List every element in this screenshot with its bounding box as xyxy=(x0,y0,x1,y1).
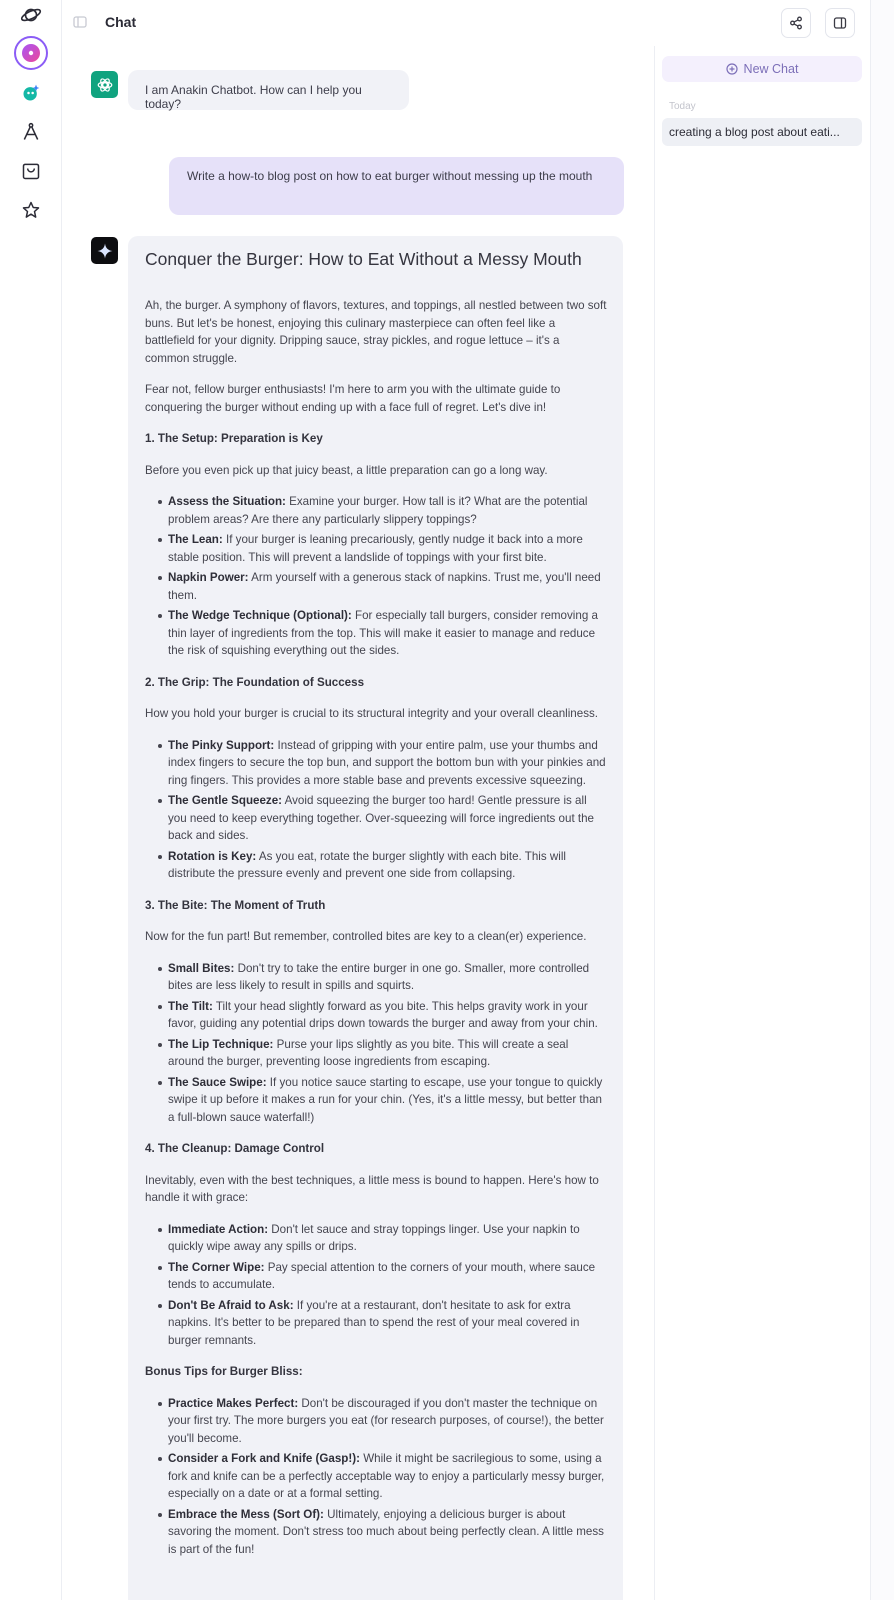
list-item: Don't Be Afraid to Ask: If you're at a restaurant, don't hesitate to ask for extra napkins. It's better to be prepared than to spend the rest of your meal covered in burger remnants. xyxy=(145,1297,607,1350)
sidebar-toggle-icon[interactable] xyxy=(73,15,87,29)
article-paragraph: Now for the fun part! But remember, controlled bites are key to a clean(er) experience. xyxy=(145,930,587,943)
section-heading: 3. The Bite: The Moment of Truth xyxy=(145,898,326,912)
section-heading: 1. The Setup: Preparation is Key xyxy=(145,432,323,445)
scrollbar[interactable] xyxy=(870,0,894,1600)
list-item: The Corner Wipe: Pay special attention to the corners of your mouth, where sauce tends to accumulate. xyxy=(145,1259,607,1294)
list-item: Assess the Situation: Examine your burger. How tall is it? What are the potential problem areas? Are there any particularly slippery toppings? xyxy=(145,493,607,528)
article-paragraph: Fear not, fellow burger enthusiasts! I'm here to arm you with the ultimate guide to conquering the burger without ending up with a face full of regret. Let's dive in! xyxy=(145,383,561,414)
new-chat-button[interactable] xyxy=(662,56,862,82)
page-title: Chat xyxy=(105,14,137,30)
history-section-label: Today xyxy=(669,101,696,112)
list-item: Practice Makes Perfect: Don't be discouraged if you don't master the technique on your first try. The more burgers you eat (for research purposes, of course!), the better you'll become. xyxy=(145,1395,607,1448)
list-item: The Pinky Support: Instead of gripping with your entire palm, use your thumbs and index fingers to secure the top bun, and support the bottom bun with your pinkies and ring fingers. This provides a more stable base and prevents excessive squeezing. xyxy=(145,737,607,790)
section-heading: 4. The Cleanup: Damage Control xyxy=(145,1142,325,1155)
list-item: Rotation is Key: As you eat, rotate the burger slightly with each bite. This will distribute the pressure evenly and prevent one side from collapsing. xyxy=(145,848,607,883)
planet-icon[interactable] xyxy=(11,0,51,33)
list-item: Napkin Power: Arm yourself with a generous stack of napkins. Trust me, you'll need them. xyxy=(145,569,607,604)
new-chat-label: New Chat xyxy=(743,62,799,76)
tip-list xyxy=(145,1395,607,1559)
top-bar xyxy=(62,0,870,46)
tip-list xyxy=(145,737,607,883)
list-item: The Tilt: Tilt your head slightly forward as you bite. This helps gravity work in your favor, guiding any potential drips down towards the burger and away from your chin. xyxy=(145,998,607,1033)
ai-avatar-icon xyxy=(91,237,118,264)
article-paragraph: How you hold your burger is crucial to its structural integrity and your overall cleanliness. xyxy=(145,707,599,720)
article-paragraph: Ah, the burger. A symphony of flavors, textures, and toppings, all nestled between two soft buns. But let's be honest, enjoying this culinary masterpiece can often feel like a battlefield for your dignity. Dripping sauce, stray pickles, and rogue lettuce – it's a common struggle. xyxy=(145,299,607,365)
plus-circle-icon xyxy=(726,63,738,75)
article-title: Conquer the Burger: How to Eat Without a Messy Mouth xyxy=(145,249,582,269)
tip-list xyxy=(145,960,607,1127)
response-article xyxy=(145,248,607,1572)
list-item: The Lean: If your burger is leaning precariously, gently nudge it back into a more stable position. This will prevent a landslide of toppings with your first bite. xyxy=(145,531,607,566)
share-button[interactable] xyxy=(781,8,811,38)
chat-icon[interactable] xyxy=(11,35,51,71)
store-icon[interactable] xyxy=(11,153,51,189)
favorites-icon[interactable] xyxy=(11,192,51,228)
section-heading: 2. The Grip: The Foundation of Success xyxy=(145,675,365,689)
panel-icon xyxy=(833,16,847,30)
list-item: Small Bites: Don't try to take the entire burger in one go. Smaller, more controlled bites are less likely to result in spills and squirts. xyxy=(145,960,607,995)
ai-agents-icon[interactable] xyxy=(11,75,51,111)
list-item: Consider a Fork and Knife (Gasp!): While it might be sacrilegious to some, using a fork and knife can be a perfectly acceptable way to enjoy a particularly messy burger, especially on a date or at a formal setting. xyxy=(145,1450,607,1503)
left-nav xyxy=(0,0,62,1600)
history-item[interactable]: creating a blog post about eati... xyxy=(662,118,862,146)
panel-toggle-button[interactable] xyxy=(825,8,855,38)
list-item: Immediate Action: Don't let sauce and stray toppings linger. Use your napkin to quickly wipe away any spills or drips. xyxy=(145,1221,607,1256)
tip-list xyxy=(145,1221,607,1350)
bot-greeting-message: I am Anakin Chatbot. How can I help you today? xyxy=(128,70,409,110)
chat-history-panel xyxy=(654,46,870,1600)
list-item: The Gentle Squeeze: Avoid squeezing the burger too hard! Gentle pressure is all you need to keep everything together. Over-squeezing will force ingredients out the back and sides. xyxy=(145,792,607,845)
list-item: The Lip Technique: Purse your lips slightly as you bite. This will create a seal around the burger, preventing loose ingredients from escaping. xyxy=(145,1036,607,1071)
list-item: Embrace the Mess (Sort Of): Ultimately, enjoying a delicious burger is about savoring the moment. Don't stress too much about being perfectly clean. A little mess is part of the fun! xyxy=(145,1506,607,1559)
share-icon xyxy=(789,16,803,30)
bot-avatar-icon xyxy=(91,71,118,98)
section-heading: Bonus Tips for Burger Bliss: xyxy=(145,1365,303,1378)
article-paragraph: Before you even pick up that juicy beast, a little preparation can go a long way. xyxy=(145,463,548,477)
article-paragraph: Inevitably, even with the best techniques, a little mess is bound to happen. Here's how to handle it with grace: xyxy=(145,1173,599,1204)
user-message: Write a how-to blog post on how to eat burger without messing up the mouth xyxy=(169,157,624,215)
tip-list xyxy=(145,493,607,660)
list-item: The Wedge Technique (Optional): For especially tall burgers, consider removing a thin layer of ingredients from the top. This will make it easier to manage and reduce the risk of squishing everything out the sides. xyxy=(145,607,607,660)
list-item: The Sauce Swipe: If you notice sauce starting to escape, use your tongue to quickly swipe it up before it makes a run for your chin. (Yes, it's a little messy, but better than a full-blown sauce waterfall!) xyxy=(145,1074,607,1127)
apps-icon[interactable] xyxy=(11,114,51,150)
